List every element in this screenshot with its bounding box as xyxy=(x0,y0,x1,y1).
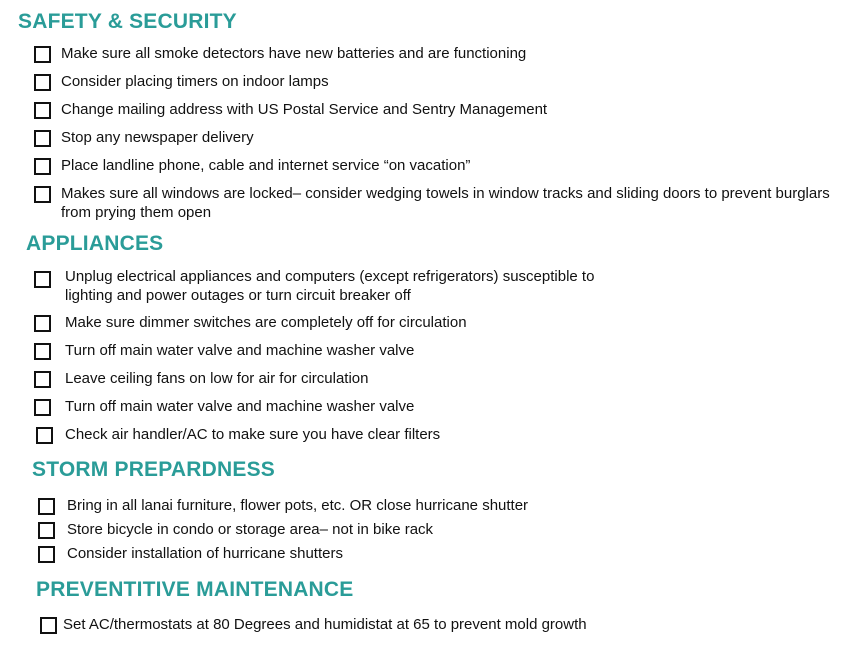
list-item xyxy=(34,397,834,416)
checkbox[interactable] xyxy=(34,130,51,147)
list-item xyxy=(34,156,834,175)
checkbox[interactable] xyxy=(36,427,53,444)
checkbox[interactable] xyxy=(40,617,57,634)
item-label: Make sure all smoke detectors have new batteries and are functioning xyxy=(61,45,527,62)
checkbox[interactable] xyxy=(38,498,55,515)
item-label: Place landline phone, cable and internet service “on vacation” xyxy=(61,157,471,174)
checkbox[interactable] xyxy=(34,186,51,203)
item-label: Turn off main water valve and machine washer valve xyxy=(65,398,415,415)
checkbox[interactable] xyxy=(38,546,55,563)
item-label: Bring in all lanai furniture, flower pots, etc. OR close hurricane shutter xyxy=(67,497,529,514)
checkbox[interactable] xyxy=(34,74,51,91)
list-item xyxy=(34,72,834,91)
list-item xyxy=(34,341,834,360)
item-label: Turn off main water valve and machine washer valve xyxy=(65,342,415,359)
item-label: Leave ceiling fans on low for air for circulation xyxy=(65,370,369,387)
checkbox[interactable] xyxy=(34,102,51,119)
item-label: Consider placing timers on indoor lamps xyxy=(61,73,329,90)
section-heading-storm-prepardness: STORM PREPARDNESS xyxy=(32,458,275,481)
item-label: Makes sure all windows are locked– consider wedging towels in window tracks and sliding doors to prevent burglars from prying them open xyxy=(61,185,830,221)
checkbox[interactable] xyxy=(34,371,51,388)
section-heading-preventitive-maintenance: PREVENTITIVE MAINTENANCE xyxy=(36,578,354,601)
item-label: Set AC/thermostats at 80 Degrees and humidistat at 65 to prevent mold growth xyxy=(63,616,587,633)
item-label: Consider installation of hurricane shutters xyxy=(67,545,343,562)
list-item xyxy=(34,313,834,332)
checkbox[interactable] xyxy=(34,46,51,63)
list-item xyxy=(34,267,644,305)
checkbox[interactable] xyxy=(38,522,55,539)
checkbox[interactable] xyxy=(34,158,51,175)
list-item xyxy=(40,615,840,634)
section-heading-appliances: APPLIANCES xyxy=(26,232,164,255)
section-heading-safety-security: SAFETY & SECURITY xyxy=(18,10,237,33)
checkbox[interactable] xyxy=(34,343,51,360)
checkbox[interactable] xyxy=(34,315,51,332)
list-item xyxy=(38,544,838,563)
item-label: Check air handler/AC to make sure you have clear filters xyxy=(65,426,441,443)
list-item xyxy=(38,496,838,515)
item-label: Unplug electrical appliances and computers (except refrigerators) susceptible to lighting and power outages or turn circuit breaker off xyxy=(65,268,595,304)
item-label: Stop any newspaper delivery xyxy=(61,129,254,146)
item-label: Change mailing address with US Postal Service and Sentry Management xyxy=(61,101,548,118)
list-item xyxy=(34,184,839,222)
checkbox[interactable] xyxy=(34,399,51,416)
item-label: Make sure dimmer switches are completely off for circulation xyxy=(65,314,467,331)
list-item xyxy=(34,44,834,63)
list-item xyxy=(34,369,834,388)
list-item xyxy=(36,425,836,444)
list-item xyxy=(34,100,834,119)
checkbox[interactable] xyxy=(34,271,51,288)
item-label: Store bicycle in condo or storage area– not in bike rack xyxy=(67,521,434,538)
list-item xyxy=(34,128,834,147)
list-item xyxy=(38,520,838,539)
